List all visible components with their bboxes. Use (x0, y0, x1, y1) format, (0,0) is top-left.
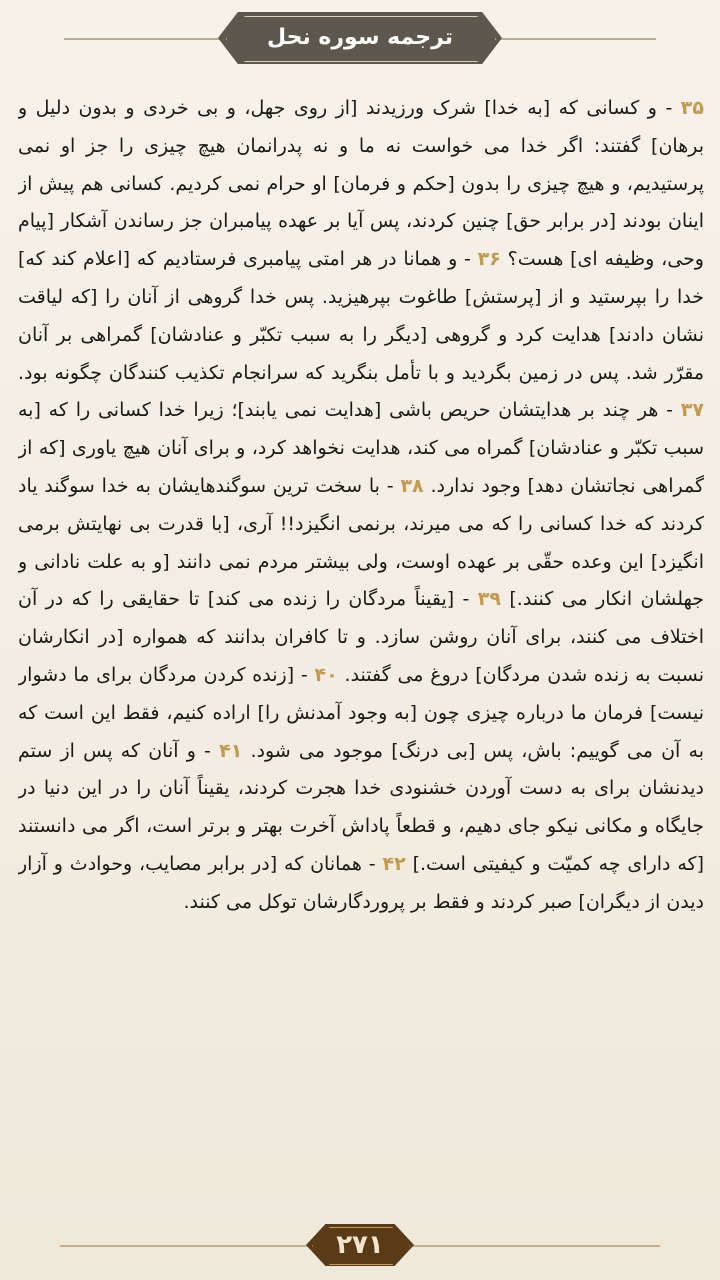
translation-text (18, 90, 704, 1220)
verse-number: ۴۲ (382, 852, 406, 875)
verse-text: - و کسانی که [به خدا] شرک ورزیدند [از روی جهل، و بی خردی و بدون دلیل و برهان] گفتند: اگر خدا می خواست نه ما و نه پدرانمان هیچ چیزی را جز او نمی پرستیدیم، و هیچ چیزی را بدون [حکم و فرمان] او حرام نمی کردیم. کسانی هم پیش از اینان بودند [در برابر حق] چنین کردند، پس آیا بر عهده پیامبران جز رساندن آشکار [پیام وحی، وظیفه ای] هست؟ (18, 97, 704, 271)
verse-number: ۳۵ (680, 97, 704, 119)
verse-number: ۴۰ (314, 663, 338, 686)
verse-number: ۳۶ (477, 248, 501, 271)
verse-text: - هر چند بر هدایتشان حریص باشی [هدایت نمی یابند]؛ زیرا خدا کسانی را که [به سبب تکبّر و عنادشان] گمراه می کند، هدایت نخواهد کرد، و برای آنان هیچ یاوری [که از گمراهی نجاتشان دهد] وجود ندارد. (18, 399, 704, 497)
verse-text: - [یقیناً مردگان را زنده می کند] تا حقایقی را که در آن اختلاف می کنند، برای آنان روشن سازد. و تا کافران بدانند که همواره [در انکارشان نسبت به زنده شدن مردگان] دروغ می گفتند. (18, 588, 704, 686)
verse-number: ۳۹ (477, 588, 501, 611)
verse-text: - و آنان که پس از ستم دیدنشان برای به دست آوردن خشنودی خدا هجرت کردند، یقیناً آنان را در این دنیا در جایگاه و مکانی نیکو جای دهیم، و قطعاً پاداش آخرت بهتر و برتر است، اگر می دانستند [که دارای چه کمیّت و کیفیتی است.] (18, 739, 704, 875)
verse-text: - همانان که [در برابر مصایب، وحوادث و آزار دیدن از دیگران] صبر کردند و فقط بر پروردگارشان توکل می کنند. (18, 852, 704, 913)
verse-number: ۳۸ (400, 474, 424, 497)
page-title: ترجمه سوره نحل (266, 25, 454, 50)
verse-text: - و همانا در هر امتی پیامبری فرستادیم که [اعلام کند که] خدا را بپرستید و از [پرستش] طاغوت بپرهیزید. پس خدا گروهی از آنان را [که لیاقت نشان دادند] هدایت کرد و گروهی [دیگر را به سبب تکبّر و عنادشان] گمراهی بر آنان مقرّر شد. پس در زمین بگردید و با تأمل بنگرید که سرانجام تکذیب کنندگان چگونه بود. (18, 248, 704, 384)
page-number: ۲۷۱ (336, 1230, 384, 1260)
verse-35 (18, 97, 704, 270)
verse-number: ۴۱ (219, 739, 243, 762)
verse-text: - [زنده کردن مردگان برای ما دشوار نیست] فرمان ما درباره چیزی چون [به وجود آمدنش را] اراده کنیم، فقط این است که به آن می گوییم: باش، پس [بی درنگ] موجود می شود. (18, 663, 704, 762)
verse-text: - با سخت ترین سوگندهایشان به خدا سوگند یاد کردند که خدا کسانی را که می میرند، برنمی انگیزد!! آری، [با قدرت بی نهایتش برمی انگیزد] این وعده حقّی بر عهده اوست، ولی بیشتر مردم نمی دانند [و به علت نادانی و جهلشان انکار می کنند.] (18, 474, 704, 611)
verse-number: ۳۷ (680, 399, 704, 422)
